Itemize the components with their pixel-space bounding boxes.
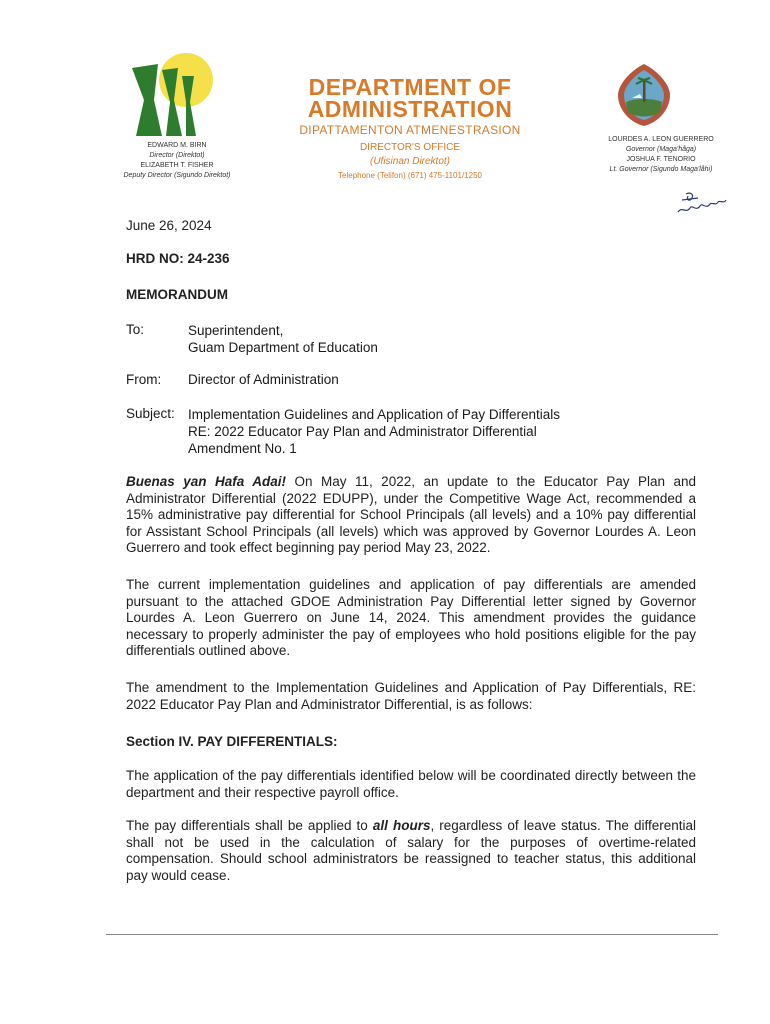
paragraph-5	[126, 818, 696, 884]
paragraph-5-before: The pay differentials shall be applied to	[126, 818, 373, 833]
left-officials	[92, 141, 262, 181]
office-chamorro: (Ufisinan Direktot)	[369, 156, 451, 167]
department-subtitle: DIPATTAMENTON ATMENESTRASION	[299, 123, 521, 137]
deputy-name: ELIZABETH T. FISHER	[140, 162, 214, 169]
to-label: To:	[126, 322, 145, 337]
lt-governor-name: JOSHUA F. TENORIO	[626, 156, 696, 163]
footer-divider	[106, 934, 718, 935]
department-title-line2: ADMINISTRATION	[307, 96, 513, 122]
from-label: From:	[126, 372, 162, 387]
paragraph-5-emphasis: all hours	[372, 818, 431, 833]
to-line2: Guam Department of Education	[188, 340, 378, 355]
to-line1: Superintendent,	[188, 323, 284, 338]
director-title: Director (Direktot)	[149, 152, 205, 159]
paragraph-4: The application of the pay differentials identified below will be coordinated directly between the department and their respective payroll office.	[126, 768, 696, 800]
subject-label: Subject:	[126, 406, 175, 421]
handwritten-initials	[672, 188, 732, 218]
lt-governor-title: Lt. Governor (Sigundo Maga'låhi)	[609, 166, 713, 173]
guam-seal-icon	[616, 62, 672, 128]
paragraph-1-text: On May 11, 2022, an update to the Educator Pay Plan and Administrator Differential (2022 EDUPP), under the Competitive Wage Act, recommended a 15% administrative pay differential for School Principals (all levels) and a 10% pay differential for Assistant School Principals (all levels) which was approved by Governor Lourdes A. Leon Guerrero and took effect beginning pay period May 23, 2022.	[126, 474, 696, 555]
doa-logo-icon	[128, 50, 218, 140]
section-heading: Section IV. PAY DIFFERENTIALS:	[126, 734, 338, 749]
paragraph-5-after: , regardless of leave status. The differential shall not be used in the calculation of salary for the purposes of overtime-related compensation. Should school administrators be reassigned to teacher status, this additional pay would cease.	[126, 818, 696, 883]
paragraph-2: The current implementation guidelines and application of pay differentials are amended pursuant to the attached GDOE Administration Pay Differential letter signed by Governor Lourdes A. Leon Guerrero on June 14, 2024. This amendment provides the guidance necessary to properly administer the pay of employees who hold positions eligible for the pay differentials outlined above.	[126, 577, 696, 658]
paragraph-3: The amendment to the Implementation Guidelines and Application of Pay Differentials, RE: 2022 Educator Pay Plan and Administrator Differential, is as follows:	[126, 680, 696, 712]
department-title-line1: DEPARTMENT OF	[308, 74, 512, 100]
subject-line2: RE: 2022 Educator Pay Plan and Administrator Differential	[188, 424, 537, 439]
governor-name: LOURDES A. LEON GUERRERO	[608, 136, 714, 143]
greeting: Buenas yan Hafa Adai!	[126, 474, 286, 489]
right-officials	[576, 135, 746, 175]
hrd-number: HRD NO: 24-236	[126, 251, 230, 266]
memo-date: June 26, 2024	[126, 218, 212, 233]
director-name: EDWARD M. BIRN	[147, 142, 207, 149]
subject-line1: Implementation Guidelines and Application of Pay Differentials	[188, 407, 560, 422]
telephone: Telephone (Telifon) (671) 475-1101/1250	[338, 171, 482, 180]
governor-title: Governor (Maga'håga)	[625, 146, 697, 153]
to-recipient	[188, 322, 378, 356]
department-title	[300, 76, 520, 120]
subject-text	[188, 406, 618, 457]
paragraph-1	[126, 474, 696, 557]
subject-line3: Amendment No. 1	[188, 441, 297, 456]
memo-heading: MEMORANDUM	[126, 287, 228, 302]
office-block	[300, 141, 520, 183]
office-name: DIRECTOR'S OFFICE	[359, 142, 461, 153]
from-sender: Director of Administration	[188, 372, 339, 387]
deputy-title: Deputy Director (Sigundo Direktot)	[123, 172, 231, 179]
